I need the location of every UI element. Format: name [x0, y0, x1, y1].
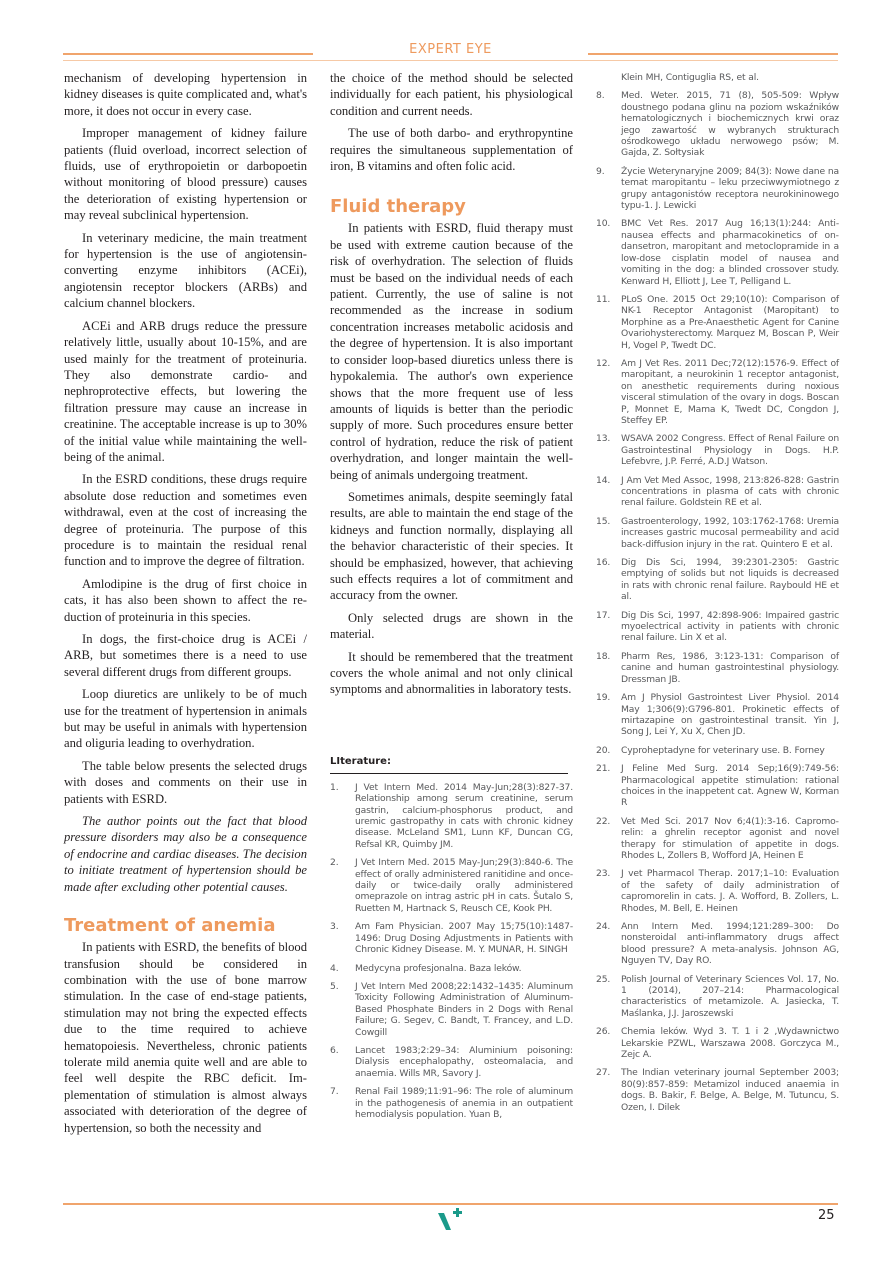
reference-number: 10. [596, 218, 611, 230]
paragraph: Sometimes animals, despite seemingly fatal results, are able to maintain the end stage of the kidneys and function normally, displaying all the behavior characteristic of their species. It should be emphasized, however, that achieving such effects requires a lot of commitment and accuracy from the owner. [330, 489, 573, 603]
reference-number: 6. [330, 1044, 339, 1056]
reference-number: 4. [330, 962, 339, 974]
reference-text: Chemia leków. Wyd 3. T. 1 i 2 ,Wydawnictwo Lekarskie PZWL, Warszawa 2008. Gorczyca M., Zejc A. [621, 1026, 839, 1061]
header-rule-thin [63, 60, 838, 61]
paragraph: In veterinary medicine, the main treatment for hypertension is the use of angiotensin-converting enzyme inhibitors (ACEi), angiotensin receptor blockers (ARBs) and calcium channel blockers. [64, 230, 307, 311]
reference-text: Cyproheptadyne for veterinary use. B. Forney [621, 744, 825, 756]
reference-item [596, 358, 839, 426]
reference-text: Am J Vet Res. 2011 Dec;72(12):1576-9. Effect of maropitant, a neurokinin 1 receptor antagonist, on anesthetic requirements during noxious visceral stimulation of the ovary in dogs. Boscan P, Monnet E, Mama K, Twedt DC, Congdon J, Steffey EP. [621, 357, 839, 426]
reference-text: J Am Vet Med Assoc, 1998, 213:826-828: Gastrin concentrations in plasma of cats with chronic renal failure. Goldstein RE et al. [621, 474, 839, 509]
reference-text: Gastroenterology, 1992, 103:1762-1768: Uremia increases gastric mucosal permeability and acid back-diffusion injury in the rat. Quintero E et al. [621, 515, 839, 550]
footer-rule [63, 1203, 838, 1205]
reference-item [596, 868, 839, 914]
reference-item [330, 857, 573, 914]
v-plus-logo-icon [436, 1208, 466, 1232]
reference-number: 11. [596, 293, 611, 305]
heading-treatment-of-anemia: Treatment of anemia [64, 915, 276, 937]
reference-text: Dig Dis Sci, 1994, 39:2301-2305: Gastric emptying of solids but not liquids is decreased in rats with chronic renal failure. Raybould HE et al. [621, 557, 839, 603]
reference-number: 5. [330, 980, 339, 992]
reference-text: BMC Vet Res. 2017 Aug 16;13(1):244: Anti-nausea effects and pharmacokinetics of ondansetron, maropitant and metoclopramide in a low-dose cisplatin model of nausea and vomiting in the dog: a blinded crossover study. Kenward H, Elliott J, Lee T, Pelligand L. [621, 218, 839, 287]
reference-text: WSAVA 2002 Congress. Effect of Renal Failure on Gastrointestinal Physiology in Dogs. H.P. Lefebvre, J.P. Ferré, A.D.J Watson. [621, 433, 839, 468]
reference-text: Dig Dis Sci, 1997, 42:898-906: Impaired gastric myoelectrical activity in patients with chronic renal failure. Lin X et al. [621, 609, 839, 644]
reference-number: 16. [596, 557, 611, 569]
reference-item [596, 745, 839, 756]
reference-number: 8. [596, 90, 605, 102]
reference-item [330, 921, 573, 955]
reference-list-part-2 [596, 72, 839, 1113]
section-title: EXPERT EYE [409, 42, 492, 57]
paragraph: Only selected drugs are shown in the material. [330, 610, 573, 642]
reference-text: J Vet Intern Med 2008;22:1432–1435: Aluminum Toxicity Following Administration of Aluminum-Based Phosphate Binders in 2 Dogs with Renal Failure; G. Segev, C. Bandt, T. Francey, and L.D. Cowgill [355, 980, 573, 1038]
paragraph: The table below presents the selected drugs with doses and comments on their use in patients with ESRD. [64, 758, 307, 806]
paragraph: The use of both darbo- and erythropyntine requires the simultaneous supplementation of iron, B vitamins and often folic acid. [330, 126, 573, 174]
reference-item [596, 692, 839, 738]
reference-text: Renal Fail 1989;11:91–96: The role of aluminum in the pathogenesis of anemia in an outpatient hemodialysis population. Yuan B, [355, 1086, 573, 1120]
paragraph: mechanism of developing hypertension in kidney diseases is quite complicated and, what's more, it does not occur in every case. [64, 71, 307, 118]
reference-text: PLoS One. 2015 Oct 29;10(10): Comparison of NK-1 Receptor Antagonist (Maropitant) to Morphine as a Pre-Anaesthetic Agent for Canine Ovariohysterectomy. Marquez M, Boscan P, Weir H, Vogel P, Twedt DC. [621, 293, 839, 351]
page-number: 25 [818, 1208, 835, 1223]
paragraph: In the ESRD conditions, these drugs require absolute dose reduction and sometimes even withdrawal, even at the cost of increasing the degree of proteinuria. The purpose of this procedure is to maintain the residual renal function and to improve the degree of filtration. [64, 472, 307, 569]
paragraph: ACEi and ARB drugs reduce the pressure relatively little, usually about 10-15%, and are used mainly for the treatment of proteinuria. They also demonstrate cardio- and nephroprotective effects, but lowering the filtration pressure may cause an increase in creatinine. The acceptable increase is up to 30% of the initial value while maintaining the well-being of the animal. [64, 318, 307, 464]
reference-text: Am J Physiol Gastrointest Liver Physiol. 2014 May 1;306(9):G796-801. Prokinetic effects of mirtazapine on gastrointestinal transit. Yin J, Song J, Lei Y, Xu X, Chen JD. [621, 692, 839, 738]
reference-number: 2. [330, 857, 339, 869]
paragraph: Amlodipine is the drug of first choice in cats, it has also been shown to affect the reduction of proteinuria in this species. [64, 576, 307, 624]
paragraph: Loop diuretics are unlikely to be of much use for the treatment of hypertension in animals but may be useful in animals with hypertension and oliguria leading to overhydration. [64, 687, 307, 751]
reference-item [596, 763, 839, 809]
reference-item [330, 1086, 573, 1120]
reference-number: 9. [596, 165, 605, 177]
reference-text: J vet Pharmacol Therap. 2017;1–10: Evaluation of the safety of daily administration of capromorelin in cats. J. A. Wofford, B. Zollers, L. Rhodes, M. Bell, E. Heinen [621, 868, 839, 914]
reference-text: Am Fam Physician. 2007 May 15;75(10):1487-1496: Drug Dosing Adjustments in Patients with Chronic Kidney Disease. M. Y. MUNAR, H. SINGH [355, 921, 573, 956]
reference-item [596, 816, 839, 862]
heading-fluid-therapy: Fluid therapy [330, 196, 466, 218]
reference-number: 3. [330, 921, 339, 933]
reference-text: Życie Weterynaryjne 2009; 84(3): Nowe dane na temat maropitantu – leku przeciwwymiotnego z grupy antagonistów receptora neurokininowego typu-1. J. Lewicki [621, 165, 839, 212]
reference-number: 26. [596, 1026, 611, 1038]
reference-text: Polish Journal of Veterinary Sciences Vol. 17, No. 1 (2014), 207–214: Pharmacological characteristics of metamizole. A. Jasiecka, T. Maślanka, J.J. Jaroszewski [621, 973, 839, 1019]
reference-number: 27. [596, 1067, 611, 1079]
reference-item [330, 782, 573, 850]
reference-number: 18. [596, 650, 611, 662]
reference-item [596, 475, 839, 509]
reference-text: J Vet Intern Med. 2014 May-Jun;28(3):827-37. Relationship among serum creatinine, serum gastrin, calcium-phosphorus product, and uremic gastropathy in cats with chronic kidney disease. McLeland SM1, Lunn KF, Duncan CG, Refsal KR, Quimby JM. [355, 781, 573, 850]
column-3 [596, 72, 839, 1120]
reference-item [596, 90, 839, 158]
reference-text: Med. Weter. 2015, 71 (8), 505-509: Wpływ doustnego podana glinu na poziom wskaźników hematologicznych i biochemicznych krwi oraz jego zawartość w wybranych strukturach ośrodkowego układu nerwowego psów; M. Gajda, Z. Sołtysiak [621, 90, 839, 159]
reference-number: 19. [596, 692, 611, 704]
reference-item [330, 1045, 573, 1079]
reference-continuation [596, 72, 839, 83]
reference-item [596, 294, 839, 351]
reference-text: J Feline Med Surg. 2014 Sep;16(9):749-56: Pharmacological appetite stimulation: rational choices in the inappetent cat. Agnew W, Korman R [621, 763, 839, 809]
reference-item [596, 1026, 839, 1060]
reference-item [596, 610, 839, 644]
reference-text: Klein MH, Contiguglia RS, et al. [621, 72, 759, 83]
reference-number: 15. [596, 515, 611, 527]
reference-item [596, 516, 839, 550]
reference-item [596, 651, 839, 685]
paragraph: the choice of the method should be selected individually for each patient, his physiological condition and current needs. [330, 71, 573, 118]
author-note: The author points out the fact that blood pressure disorders may also be a consequence of endocrine and cardiac diseases. The decision to initiate treatment of hypertension should be made after excluding other potential causes. [64, 814, 307, 894]
column-1 [64, 70, 307, 1142]
reference-text: Lancet 1983;2:29–34: Aluminium poisoning: Dialysis encephalopathy, osteomalacia, and anaemia. Wills MR, Savory J. [355, 1044, 573, 1079]
paragraph: Improper management of kidney failure patients (fluid overload, incorrect selection of fluids, use of erythropoietin or darbopoetin without monitoring of blood pressure) causes the deterioration of existing hypertension or may reveal subclinical hypertension. [64, 126, 307, 223]
reference-number: 1. [330, 781, 339, 793]
reference-text: Ann Intern Med. 1994;121:289–300: Do nonsteroidal anti-inflammatory drugs affect blood pressure? A meta-analysis. Johnson AG, Nguyen TV, Day RO. [621, 921, 839, 967]
reference-number: 14. [596, 474, 611, 486]
reference-text: The Indian veterinary journal September 2003; 80(9):857-859: Metamizol induced anaemia in dogs. B. Bakir, F. Belge, A. Belge, M. Tutuncu, S. Ozen, I. Dilek [621, 1067, 839, 1113]
reference-number: 17. [596, 609, 611, 621]
page-header [63, 40, 838, 64]
literature-heading: LIterature: [330, 756, 568, 774]
reference-item [596, 921, 839, 967]
reference-number: 23. [596, 868, 611, 880]
column-2 [330, 70, 573, 1127]
reference-item [596, 557, 839, 603]
paragraph: In patients with ESRD, the benefits of blood transfusion should be considered in combination with the use of bone marrow stimulation. In the case of end-stage patients, stimulation may not bring the expected effects due to the time required to achieve hematopoiesis. Nevertheless, chronic patients tolerate mild anemia quite well and are able to feel well despite the RBC deficit. Implementation of stimulation is almost always associated with deterioration of the degree of hypertension, so both the necessity and [64, 940, 307, 1135]
paragraph: In patients with ESRD, fluid therapy must be used with extreme caution because of the risk of overhydration. The selection of fluids must be based on the individual needs of each patient. Currently, the use of saline is not recommended as the increase in sodium concentration increases metabolic acidosis and the degree of hypertension. It is also important to consider loop-based diuretics unless there is hypokalemia. The author's own experience shows that the more frequent use of less amounts of liquids is better than the periodic supply of more. Such procedures ensure better control of hydration, reduce the risk of patient overhydration, and longer maintain the well-being of animals undergoing treatment. [330, 221, 573, 482]
reference-item [596, 166, 839, 212]
paragraph: It should be remembered that the treatment covers the whole animal and not only clinical symptoms and abnormalities in laboratory tests. [330, 649, 573, 697]
reference-number: 20. [596, 744, 611, 756]
reference-text: Medycyna profesjonalna. Baza leków. [355, 962, 522, 974]
paragraph: In dogs, the first-choice drug is ACEi / ARB, but sometimes there is a need to use several different drugs from different groups. [64, 632, 307, 679]
reference-list-part-1 [330, 782, 573, 1121]
reference-number: 22. [596, 815, 611, 827]
reference-number: 24. [596, 921, 611, 932]
reference-text: J Vet Intern Med. 2015 May-Jun;29(3):840-6. The effect of orally administered ranitidine and once-daily or twice-daily orally administered omeprazole on intrag astric pH in cats. Šutalo S, Ruetten M, Hartnack S, Reusch CE, Kook PH. [355, 857, 573, 914]
reference-number: 12. [596, 357, 611, 369]
reference-number: 25. [596, 973, 611, 985]
reference-item [330, 981, 573, 1038]
reference-number: 13. [596, 433, 611, 445]
reference-text: Vet Med Sci. 2017 Nov 6;4(1):3-16. Capromorelin: a ghrelin receptor agonist and novel therapy for stimulation of appetite in dogs. Rhodes L, Zollers B, Wofford JA, Heinen E [621, 815, 839, 861]
reference-item [596, 1067, 839, 1113]
reference-item [330, 963, 573, 974]
reference-text: Pharm Res, 1986, 3:123-131: Comparison of canine and human gastrointestinal physiology. Dressman JB. [621, 650, 839, 685]
reference-item [596, 218, 839, 286]
reference-item [596, 433, 839, 467]
reference-number: 21. [596, 763, 611, 775]
reference-number: 7. [330, 1086, 339, 1098]
reference-item [596, 974, 839, 1020]
